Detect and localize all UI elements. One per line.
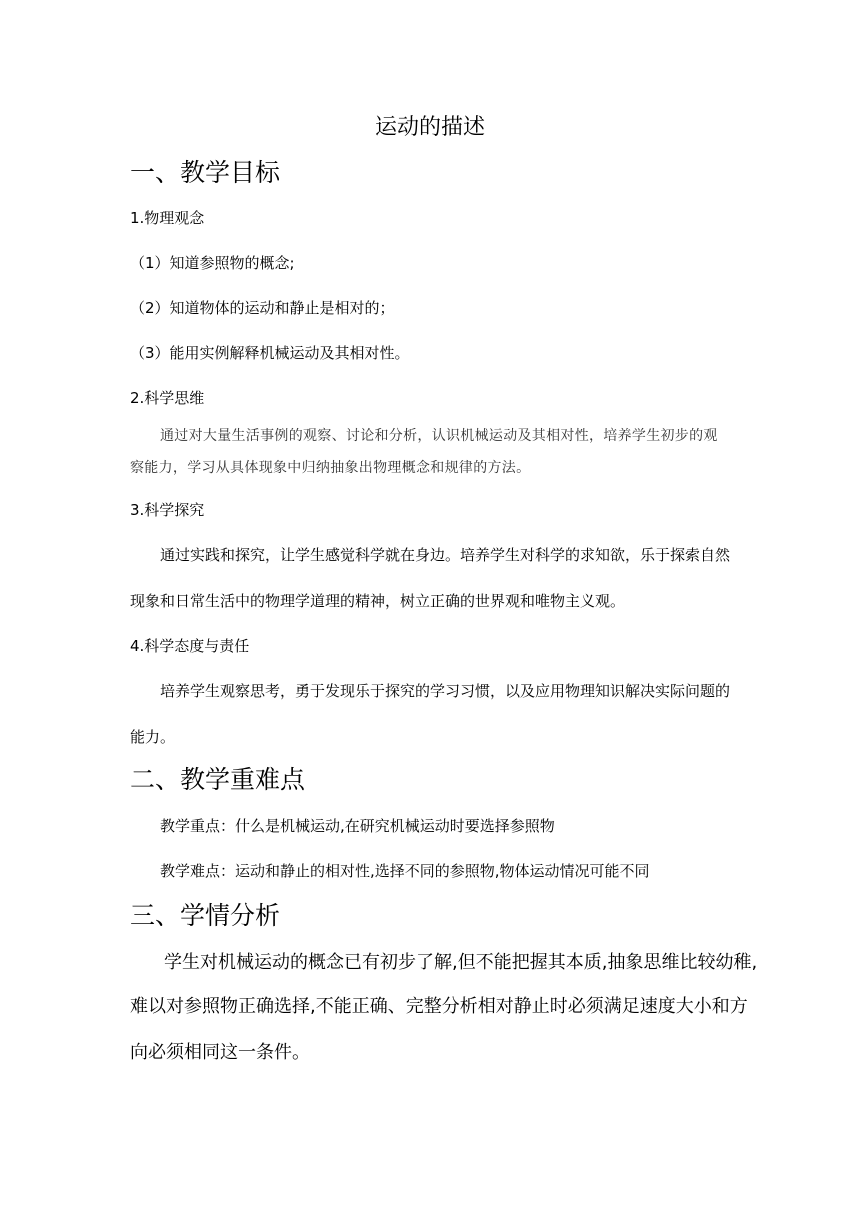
paragraph-line: 现象和日常生活中的物理学道理的精神，树立正确的世界观和唯物主义观。 bbox=[130, 592, 626, 610]
subheading-attitude-responsibility: 4.科学态度与责任 bbox=[130, 637, 250, 655]
paragraph-line: 难以对参照物正确选择,不能正确、完整分析相对静止时必须满足速度大小和方 bbox=[130, 996, 748, 1017]
paragraph-scientific-thinking: 通过对大量生活事例的观察、讨论和分析，认识机械运动及其相对性，培养学生初步的观察能力，学习从具体现象中归纳抽象出物理概念和规律的方法。 bbox=[130, 428, 718, 476]
section-heading-learner-analysis: 三、学情分析 bbox=[130, 901, 281, 930]
paragraph-line: 学生对机械运动的概念已有初步了解,但不能把握其本质,抽象思维比较幼稚, bbox=[164, 952, 758, 973]
section-heading-key-difficult-points: 二、教学重难点 bbox=[130, 765, 306, 794]
key-point-text: 教学重点：什么是机械运动,在研究机械运动时要选择参照物 bbox=[160, 817, 555, 835]
list-item: （3）能用实例解释机械运动及其相对性。 bbox=[130, 344, 410, 362]
document-title: 运动的描述 bbox=[374, 115, 485, 140]
paragraph-line: 培养学生观察思考，勇于发现乐于探究的学习习惯，以及应用物理知识解决实际问题的 bbox=[160, 682, 731, 700]
subheading-scientific-inquiry: 3.科学探究 bbox=[130, 501, 205, 519]
paragraph-line: 通过实践和探究，让学生感觉科学就在身边。培养学生对科学的求知欲，乐于探索自然 bbox=[160, 546, 731, 564]
list-item: （2）知道物体的运动和静止是相对的； bbox=[130, 299, 395, 317]
section-heading-teaching-goals: 一、教学目标 bbox=[130, 158, 281, 187]
list-item: （1）知道参照物的概念; bbox=[130, 254, 295, 272]
subheading-physics-concepts: 1.物理观念 bbox=[130, 209, 205, 227]
difficult-point-text: 教学难点：运动和静止的相对性,选择不同的参照物,物体运动情况可能不同 bbox=[160, 862, 650, 880]
subheading-scientific-thinking: 2.科学思维 bbox=[130, 389, 205, 407]
paragraph-line: 能力。 bbox=[130, 728, 176, 746]
paragraph-line: 向必须相同这一条件。 bbox=[130, 1042, 310, 1063]
